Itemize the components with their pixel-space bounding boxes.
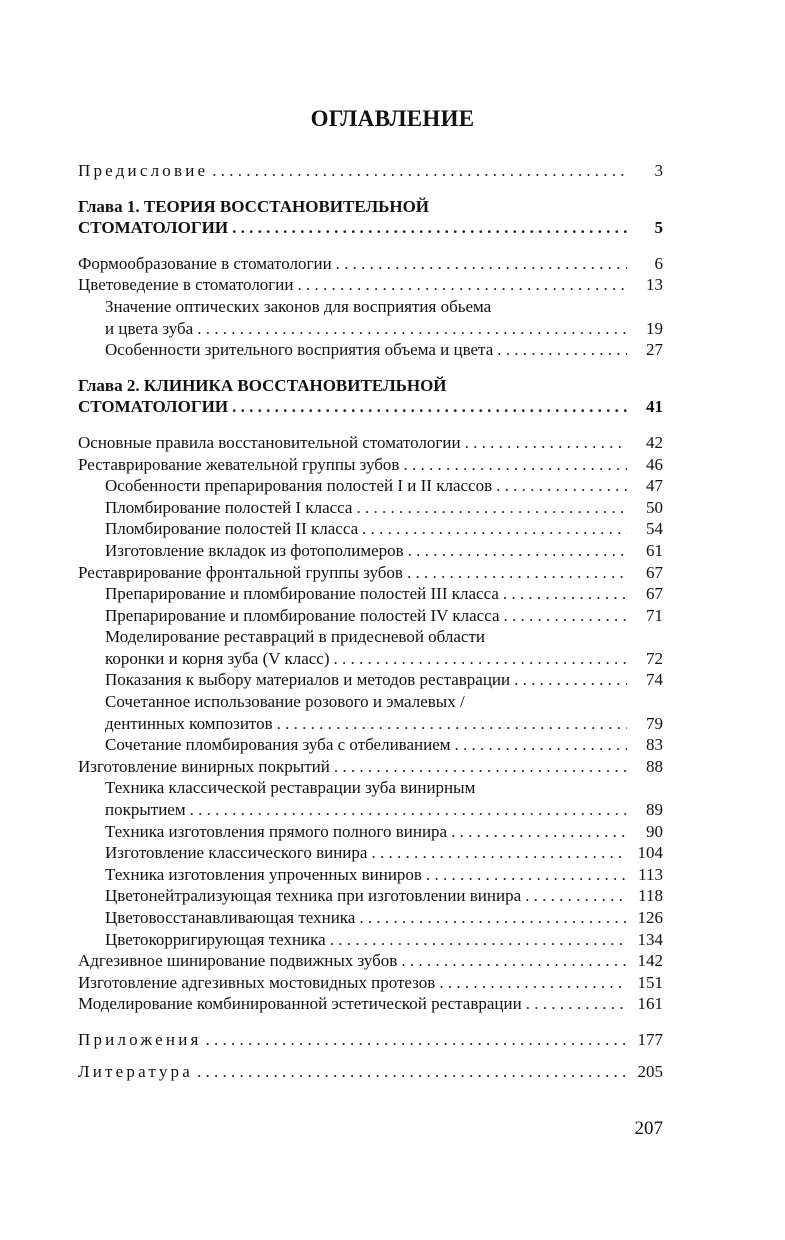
page-number: 207 bbox=[634, 1118, 663, 1139]
toc-page-number: 89 bbox=[646, 800, 663, 820]
toc-entry-appendix[interactable] bbox=[78, 1029, 663, 1051]
toc-chapter-1[interactable] bbox=[78, 196, 663, 239]
leader-dots bbox=[497, 339, 627, 361]
toc-page-number: 47 bbox=[646, 476, 663, 496]
toc-page-number: 19 bbox=[646, 318, 663, 338]
toc-entry[interactable] bbox=[78, 929, 663, 951]
leader-dots bbox=[451, 821, 627, 843]
toc-chapter-heading: Глава 1. ТЕОРИЯ ВОССТАНОВИТЕЛЬНОЙ bbox=[78, 196, 430, 216]
toc-page-number: 90 bbox=[646, 821, 663, 841]
leader-dots bbox=[504, 605, 627, 627]
toc-page-number: 151 bbox=[637, 972, 663, 992]
toc-entry-text: Показания к выбору материалов и методов реставрации bbox=[105, 670, 511, 690]
toc-page-number: 41 bbox=[646, 397, 663, 417]
leader-dots bbox=[330, 929, 627, 951]
leader-dots bbox=[197, 318, 627, 340]
toc-entry-text: Моделирование комбинированной эстетической реставрации bbox=[78, 994, 522, 1014]
leader-dots bbox=[503, 583, 627, 605]
toc-entry[interactable] bbox=[78, 864, 663, 886]
toc-page-number: 205 bbox=[637, 1061, 663, 1081]
toc-entry-text: Литература bbox=[78, 1061, 193, 1081]
leader-dots bbox=[455, 734, 627, 756]
toc-page-number: 71 bbox=[646, 605, 663, 625]
toc-entry[interactable] bbox=[78, 296, 663, 339]
toc-entry-text: Цветоведение в стоматологии bbox=[78, 275, 294, 295]
leader-dots bbox=[359, 907, 627, 929]
toc-page-number: 142 bbox=[637, 951, 663, 971]
leader-dots bbox=[277, 713, 627, 735]
leader-dots bbox=[190, 799, 627, 821]
toc-entry-text: Моделирование реставраций в придесневой области bbox=[105, 627, 485, 647]
toc-entry-text: Изготовление винирных покрытий bbox=[78, 756, 330, 776]
toc-page-number: 6 bbox=[654, 253, 663, 273]
leader-dots bbox=[334, 648, 627, 670]
toc-entry-literature[interactable] bbox=[78, 1061, 663, 1083]
toc-chapter-heading-cont: СТОМАТОЛОГИИ bbox=[78, 397, 229, 417]
leader-dots bbox=[401, 950, 627, 972]
leader-dots bbox=[525, 885, 627, 907]
toc-entry[interactable] bbox=[78, 821, 663, 843]
leader-dots bbox=[426, 864, 627, 886]
toc-entry[interactable] bbox=[78, 432, 663, 454]
toc-page-number: 161 bbox=[637, 994, 663, 1014]
toc-entry-text: Техника изготовления прямого полного винира bbox=[105, 821, 448, 841]
toc-entry-text: Сочетанное использование розового и эмалевых / bbox=[105, 692, 465, 712]
toc-page-number: 79 bbox=[646, 713, 663, 733]
toc-page-number: 61 bbox=[646, 540, 663, 560]
toc-page-number: 67 bbox=[646, 562, 663, 582]
toc-entry-text: Пломбирование полостей I класса bbox=[105, 497, 353, 517]
toc-page-number: 83 bbox=[646, 735, 663, 755]
toc-entry-text-cont: коронки и корня зуба (V класс) bbox=[105, 648, 330, 668]
toc-entry[interactable] bbox=[78, 777, 663, 820]
toc-entry-text: Препарирование и пломбирование полостей IV класса bbox=[105, 605, 500, 625]
toc-entry-text: Цветонейтрализующая техника при изготовлении винира bbox=[105, 886, 522, 906]
toc-page-number: 72 bbox=[646, 648, 663, 668]
toc-entry[interactable] bbox=[78, 907, 663, 929]
toc-entry-text: Значение оптических законов для восприятия обьема bbox=[105, 296, 492, 316]
leader-dots bbox=[334, 756, 627, 778]
toc-page-number: 50 bbox=[646, 497, 663, 517]
toc-entry-text: Особенности зрительного восприятия объема и цвета bbox=[105, 340, 494, 360]
toc-entry[interactable] bbox=[78, 993, 663, 1015]
page-title: ОГЛАВЛЕНИЕ bbox=[310, 106, 475, 131]
toc-page-number: 104 bbox=[637, 843, 663, 863]
toc-entry-text: Особенности препарирования полостей I и II классов bbox=[105, 476, 493, 496]
toc-page-number: 74 bbox=[646, 670, 663, 690]
leader-dots bbox=[336, 253, 627, 275]
toc-chapter-heading: Глава 2. КЛИНИКА ВОССТАНОВИТЕЛЬНОЙ bbox=[78, 375, 447, 395]
toc-entry[interactable] bbox=[78, 605, 663, 627]
leader-dots bbox=[232, 396, 627, 418]
leader-dots bbox=[496, 475, 627, 497]
toc-page-number: 3 bbox=[654, 161, 663, 180]
toc-page-number: 5 bbox=[654, 218, 663, 238]
toc-entry-text: Формообразование в стоматологии bbox=[78, 253, 332, 273]
toc-page-number: 46 bbox=[646, 454, 663, 474]
toc-page-number: 27 bbox=[646, 340, 663, 360]
toc-page-number: 134 bbox=[637, 929, 663, 949]
leader-dots bbox=[206, 1029, 627, 1051]
leader-dots bbox=[371, 842, 627, 864]
leader-dots bbox=[403, 454, 627, 476]
toc-page-number: 42 bbox=[646, 432, 663, 452]
toc-entry-text-cont: покрытием bbox=[105, 800, 186, 820]
toc-entry[interactable] bbox=[78, 497, 663, 519]
toc-entry[interactable] bbox=[78, 842, 663, 864]
toc-entry[interactable] bbox=[78, 475, 663, 497]
leader-dots bbox=[356, 497, 627, 519]
toc-entry[interactable] bbox=[78, 454, 663, 476]
leader-dots bbox=[408, 540, 627, 562]
toc-entry-text: Адгезивное шинирование подвижных зубов bbox=[78, 951, 398, 971]
toc-entry[interactable] bbox=[78, 562, 663, 584]
toc-entry[interactable] bbox=[78, 756, 663, 778]
toc-entry-text: Техника изготовления упроченных виниров bbox=[105, 864, 422, 884]
toc-entry-text: Сочетание пломбирования зуба с отбеливанием bbox=[105, 735, 451, 755]
leader-dots bbox=[407, 562, 627, 584]
toc-page-number: 88 bbox=[646, 756, 663, 776]
toc-entry[interactable] bbox=[78, 518, 663, 540]
toc-entry-text: Изготовление адгезивных мостовидных протезов bbox=[78, 972, 436, 992]
toc-entry[interactable] bbox=[78, 734, 663, 756]
toc-entry-text: Техника классической реставрации зуба винирным bbox=[105, 778, 476, 798]
toc-entry[interactable] bbox=[78, 950, 663, 972]
toc-entry-text: Пломбирование полостей II класса bbox=[105, 519, 359, 539]
toc-entry[interactable] bbox=[78, 691, 663, 734]
toc-entry-text: Изготовление вкладок из фотополимеров bbox=[105, 540, 404, 560]
toc-page-number: 113 bbox=[638, 864, 663, 884]
toc-entry[interactable] bbox=[78, 253, 663, 275]
toc-page-number: 126 bbox=[637, 908, 663, 927]
leader-dots bbox=[232, 217, 627, 239]
toc-entry[interactable] bbox=[78, 540, 663, 562]
leader-dots bbox=[526, 993, 627, 1015]
toc-entry-text-cont: и цвета зуба bbox=[105, 318, 194, 338]
toc-entry-text: Основные правила восстановительной стоматологии bbox=[78, 432, 461, 452]
leader-dots bbox=[362, 518, 627, 540]
leader-dots bbox=[212, 160, 627, 182]
toc-entry-preface[interactable] bbox=[78, 160, 663, 182]
toc-page-number: 54 bbox=[646, 519, 663, 539]
table-of-contents bbox=[78, 160, 663, 1082]
toc-page-number: 67 bbox=[646, 584, 663, 604]
toc-entry-text: Цветовосстанавливающая техника bbox=[105, 908, 356, 927]
toc-entry-text: Реставрирование жевательной группы зубов bbox=[78, 454, 400, 474]
toc-entry[interactable] bbox=[78, 274, 663, 296]
leader-dots bbox=[514, 669, 627, 691]
toc-entry[interactable] bbox=[78, 583, 663, 605]
leader-dots bbox=[297, 274, 627, 296]
toc-chapter-heading-cont: СТОМАТОЛОГИИ bbox=[78, 218, 229, 238]
toc-entry-text: Цветокорригирующая техника bbox=[105, 929, 326, 949]
toc-entry[interactable] bbox=[78, 339, 663, 361]
toc-entry[interactable] bbox=[78, 972, 663, 994]
toc-page-number: 118 bbox=[638, 886, 663, 906]
toc-page-number: 13 bbox=[646, 275, 663, 295]
toc-page-number: 177 bbox=[637, 1029, 663, 1049]
toc-entry[interactable] bbox=[78, 626, 663, 669]
toc-entry-text: Изготовление классического винира bbox=[105, 843, 368, 863]
toc-entry-text-cont: дентинных композитов bbox=[105, 713, 273, 733]
toc-entry[interactable] bbox=[78, 669, 663, 691]
toc-entry-text: Приложения bbox=[78, 1029, 202, 1049]
toc-chapter-2[interactable] bbox=[78, 375, 663, 418]
toc-entry-text: Реставрирование фронтальной группы зубов bbox=[78, 562, 403, 582]
toc-entry-text: Препарирование и пломбирование полостей III класса bbox=[105, 584, 499, 604]
toc-entry-text: Предисловие bbox=[78, 161, 209, 180]
toc-entry[interactable] bbox=[78, 885, 663, 907]
leader-dots bbox=[439, 972, 627, 994]
leader-dots bbox=[197, 1061, 627, 1083]
leader-dots bbox=[465, 432, 627, 454]
